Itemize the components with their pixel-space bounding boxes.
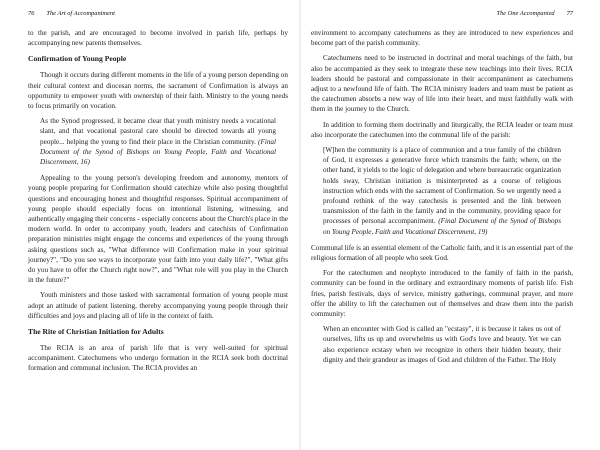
- paragraph: Communal life is an essential element of the Catholic faith, and it is an essential part of the religious formation of all people who seek God.: [311, 243, 573, 263]
- section-heading-confirmation: Confirmation of Young People: [28, 54, 127, 64]
- quote-text: When an encounter with God is called an "ecstasy", it is because it takes us out of ourselves, lifts us up and overwhelms us with God's love and beauty. Yet we can also experience ecstasy when we recognize in others their hidden beauty, their dignity and their grandeur as images of God and children of the Father. The Holy: [323, 325, 561, 364]
- paragraph: environment to accompany catechumens as they are introduced to new experiences and become part of the parish community.: [311, 29, 573, 48]
- quote-citation: (Final Document of the Synod of Bishops on Young People, Faith and Vocational Discernment, 16): [40, 137, 277, 167]
- paragraph: The RCIA is an area of parish life that is very well-suited for spiritual accompaniment. Catechumens who undergo formation in the RCIA seek both doctrinal formation and communal inclusion. The RCIA provides an: [28, 344, 288, 373]
- block-quote: [323, 145, 573, 237]
- paragraph: Appealing to the young person's developing freedom and autonomy, mentors of young people preparing for Confirmation should catechize while also posing thoughtful questions and encouraging honest and thoughtful responses. Spiritual accompaniment of young people should especially focus on intentional listening, witnessing, and authentically engaging their concerns - especially concerns about the Church's place in the modern world. In order to accompany youth, leaders and catechists of Confirmation preparation ministries might engage the concerns and experiences of the young through asking questions such as, "What difference will Confirmation make in your spiritual journey?", "Do you see ways to incorporate your faith into your daily life?", "What gifts do you have to offer the Church right now?", and "What role will you play in the Church in the future?": [28, 174, 288, 285]
- paragraph: Catechumens need to be instructed in doctrinal and moral teachings of the faith, but also be accompanied as they seek to integrate these new teachings into their lives. RCIA leaders should be pastoral and compassionate in their accompaniment as catechumens adjust to a newfound life of faith. The RCIA ministry leaders and team must be patient as the catechumen absorbs a new way of life into their heart, and must faithfully walk with them in the journey to the Church.: [311, 54, 573, 114]
- paragraph: to the parish, and are encouraged to become involved in parish life, perhaps by accompanying new parents themselves.: [28, 29, 288, 48]
- right-running-head: [497, 10, 573, 17]
- paragraph: Though it occurs during different moments in the life of a young person depending on their cultural context and diocesan norms, the sacrament of Confirmation is always an opportunity to empower youth with ownership of their faith. Ministry to the young needs to focus primarily on vocation.: [28, 71, 288, 111]
- quote-citation: (Final Document of the Synod of Bishops on Young People, Faith and Vocational Discernment, 19): [323, 217, 562, 236]
- paragraph: Youth ministers and those tasked with sacramental formation of young people must adopt an attitude of patient listening, thereby accompanying young people through their difficulties and joys and placing all of life in the context of faith.: [28, 291, 288, 320]
- right-page: [300, 0, 600, 450]
- block-quote: [323, 324, 573, 365]
- quote-text: As the Synod progressed, it became clear that youth ministry needs a vocational slant, and that vocational pastoral care should be directed towards all young people... helping the young to find their place in the Christian community.: [40, 117, 276, 146]
- block-quote: [40, 116, 288, 167]
- left-running-head-title: The Art of Accompaniment: [46, 10, 115, 17]
- right-page-number: 77: [566, 10, 573, 17]
- paragraph: In addition to forming them doctrinally and liturgically, the RCIA leader or team must also incorporate the catechumen into the communal life of the parish:: [311, 120, 573, 139]
- quote-text: [W]hen the community is a place of communion and a true family of the children of God, it expresses a generative force which transmits the faith; where, on the other hand, it yields to the logic of delegation and where bureaucratic organization holds sway, Christian initiation is misinterpreted as a course of religious instruction which ends with the sacrament of Confirmation. So we urgently need a profound rethink of the way catechesis is presented and the link between transmission of the faith in the family and in the community, providing space for processes of personal accompaniment.: [323, 146, 561, 226]
- paragraph: For the catechumen and neophyte introduced to the family of faith in the parish, community can be found in the ordinary and extraordinary moments of parish life. Fish fries, parish festivals, days of service, ministry gatherings, communal prayer, and more offer the ability to lift the catechumen out of themselves and draw them into the parish community:: [311, 269, 573, 319]
- left-page-number: 76: [28, 10, 35, 17]
- section-heading-rcia: The Rite of Christian Initiation for Adults: [28, 327, 164, 337]
- left-running-head: [28, 10, 115, 17]
- right-running-head-title: The One Accompanied: [496, 10, 555, 17]
